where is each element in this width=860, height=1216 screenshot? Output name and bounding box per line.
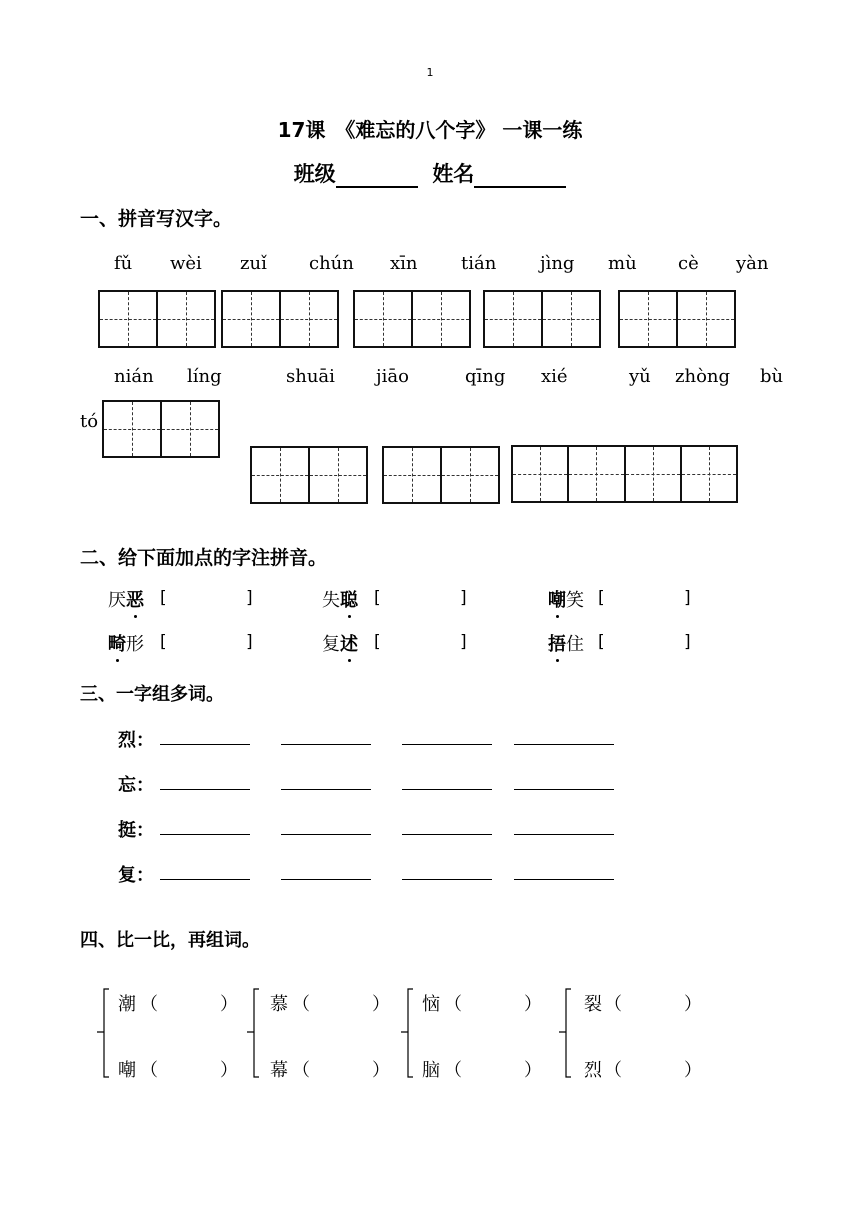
answer-line[interactable] (514, 789, 614, 790)
answer-line[interactable] (514, 834, 614, 835)
brace-icon (400, 988, 414, 1078)
answer-line[interactable] (160, 744, 250, 745)
answer-bracket-close: ] (246, 588, 253, 608)
pinyin: jiāo (376, 366, 409, 387)
pinyin: qīng (465, 366, 506, 387)
compare-char: 脑 (422, 1060, 440, 1081)
pinyin: tó (80, 411, 99, 432)
paren-close: ） (372, 994, 390, 1015)
word-char-label: 烈： (118, 730, 154, 751)
paren-open[interactable]: （ (604, 1060, 622, 1081)
pinyin: chún (309, 253, 354, 274)
pinyin: yàn (736, 253, 769, 274)
answer-bracket-open[interactable]: [ (598, 632, 605, 652)
compare-char: 嘲 (118, 1060, 136, 1081)
name-label: 姓名 (432, 162, 475, 186)
tianzi-grid[interactable] (353, 290, 471, 348)
class-name-line (0, 158, 860, 188)
compare-char: 潮 (118, 994, 136, 1015)
paren-close: ） (524, 994, 542, 1015)
paren-close: ） (220, 1060, 238, 1081)
pinyin-item: 畸形 (108, 630, 144, 656)
answer-bracket-open[interactable]: [ (374, 588, 381, 608)
answer-line[interactable] (402, 879, 492, 880)
answer-bracket-open[interactable]: [ (374, 632, 381, 652)
pinyin: cè (678, 253, 699, 274)
pinyin: wèi (170, 253, 202, 274)
paren-close: ） (684, 994, 702, 1015)
pinyin-item: 厌恶 (108, 586, 144, 612)
paren-close: ） (220, 994, 238, 1015)
paren-open[interactable]: （ (444, 1060, 462, 1081)
brace-icon (246, 988, 260, 1078)
answer-line[interactable] (402, 789, 492, 790)
tianzi-grid[interactable] (511, 445, 738, 503)
answer-line[interactable] (514, 879, 614, 880)
class-label: 班级 (293, 162, 336, 186)
paren-close: ） (524, 1060, 542, 1081)
pinyin: xīn (390, 253, 418, 274)
name-blank[interactable] (474, 164, 566, 188)
dotted-char: 述 (340, 630, 358, 656)
compare-char: 烈 (584, 1060, 602, 1081)
compare-char: 恼 (422, 994, 440, 1015)
answer-line[interactable] (160, 834, 250, 835)
tianzi-grid[interactable] (221, 290, 339, 348)
section2-heading: 二、给下面加点的字注拼音。 (80, 547, 328, 569)
dotted-char: 捂 (548, 630, 566, 656)
brace-icon (558, 988, 572, 1078)
answer-bracket-close: ] (684, 588, 691, 608)
word-char-label: 复： (118, 865, 154, 886)
tianzi-grid[interactable] (382, 446, 500, 504)
paren-close: ） (372, 1060, 390, 1081)
pinyin: yǔ (629, 366, 651, 387)
word-char-label: 挺： (118, 820, 154, 841)
answer-line[interactable] (514, 744, 614, 745)
paren-open[interactable]: （ (292, 994, 310, 1015)
dotted-char: 畸 (108, 630, 126, 656)
paren-open[interactable]: （ (140, 994, 158, 1015)
pinyin: bù (760, 366, 784, 387)
paren-open[interactable]: （ (444, 994, 462, 1015)
compare-char: 幕 (270, 1060, 288, 1081)
pinyin-item: 捂住 (548, 630, 584, 656)
class-blank[interactable] (336, 164, 418, 188)
pinyin: zuǐ (240, 253, 267, 274)
answer-bracket-close: ] (460, 588, 467, 608)
answer-line[interactable] (281, 789, 371, 790)
answer-bracket-open[interactable]: [ (598, 588, 605, 608)
answer-line[interactable] (402, 744, 492, 745)
answer-bracket-close: ] (684, 632, 691, 652)
pinyin: nián (114, 366, 154, 387)
tianzi-grid[interactable] (98, 290, 216, 348)
tianzi-grid[interactable] (618, 290, 736, 348)
answer-line[interactable] (160, 879, 250, 880)
pinyin: fǔ (114, 253, 133, 274)
pinyin: jìng (540, 253, 575, 274)
section3-heading: 三、一字组多词。 (80, 684, 224, 705)
pinyin-item: 嘲笑 (548, 586, 584, 612)
word-char-label: 忘： (118, 775, 154, 796)
dotted-char: 嘲 (548, 586, 566, 612)
pinyin: zhòng (675, 366, 731, 387)
compare-char: 慕 (270, 994, 288, 1015)
answer-bracket-open[interactable]: [ (160, 632, 167, 652)
dotted-char: 恶 (126, 586, 144, 612)
answer-line[interactable] (281, 834, 371, 835)
answer-line[interactable] (281, 744, 371, 745)
pinyin: tián (461, 253, 497, 274)
page-title: 17课 《难忘的八个字》 一课一练 (277, 118, 583, 142)
page-number: 1 (426, 66, 434, 79)
pinyin-item: 复述 (322, 630, 358, 656)
paren-open[interactable]: （ (604, 994, 622, 1015)
answer-bracket-open[interactable]: [ (160, 588, 167, 608)
pinyin: líng (187, 366, 222, 387)
pinyin: mù (608, 253, 637, 274)
brace-icon (96, 988, 110, 1078)
answer-bracket-close: ] (246, 632, 253, 652)
pinyin-item: 失聪 (322, 586, 358, 612)
paren-open[interactable]: （ (292, 1060, 310, 1081)
paren-close: ） (684, 1060, 702, 1081)
tianzi-grid[interactable] (483, 290, 601, 348)
pinyin: shuāi (286, 366, 335, 387)
pinyin: xié (541, 366, 568, 387)
dotted-char: 聪 (340, 586, 358, 612)
answer-bracket-close: ] (460, 632, 467, 652)
section4-heading: 四、比一比，再组词。 (80, 930, 260, 951)
tianzi-grid[interactable] (250, 446, 368, 504)
answer-line[interactable] (402, 834, 492, 835)
tianzi-grid[interactable] (102, 400, 220, 458)
answer-line[interactable] (281, 879, 371, 880)
section1-heading: 一、拼音写汉字。 (80, 208, 233, 230)
paren-open[interactable]: （ (140, 1060, 158, 1081)
answer-line[interactable] (160, 789, 250, 790)
compare-char: 裂 (584, 994, 602, 1015)
